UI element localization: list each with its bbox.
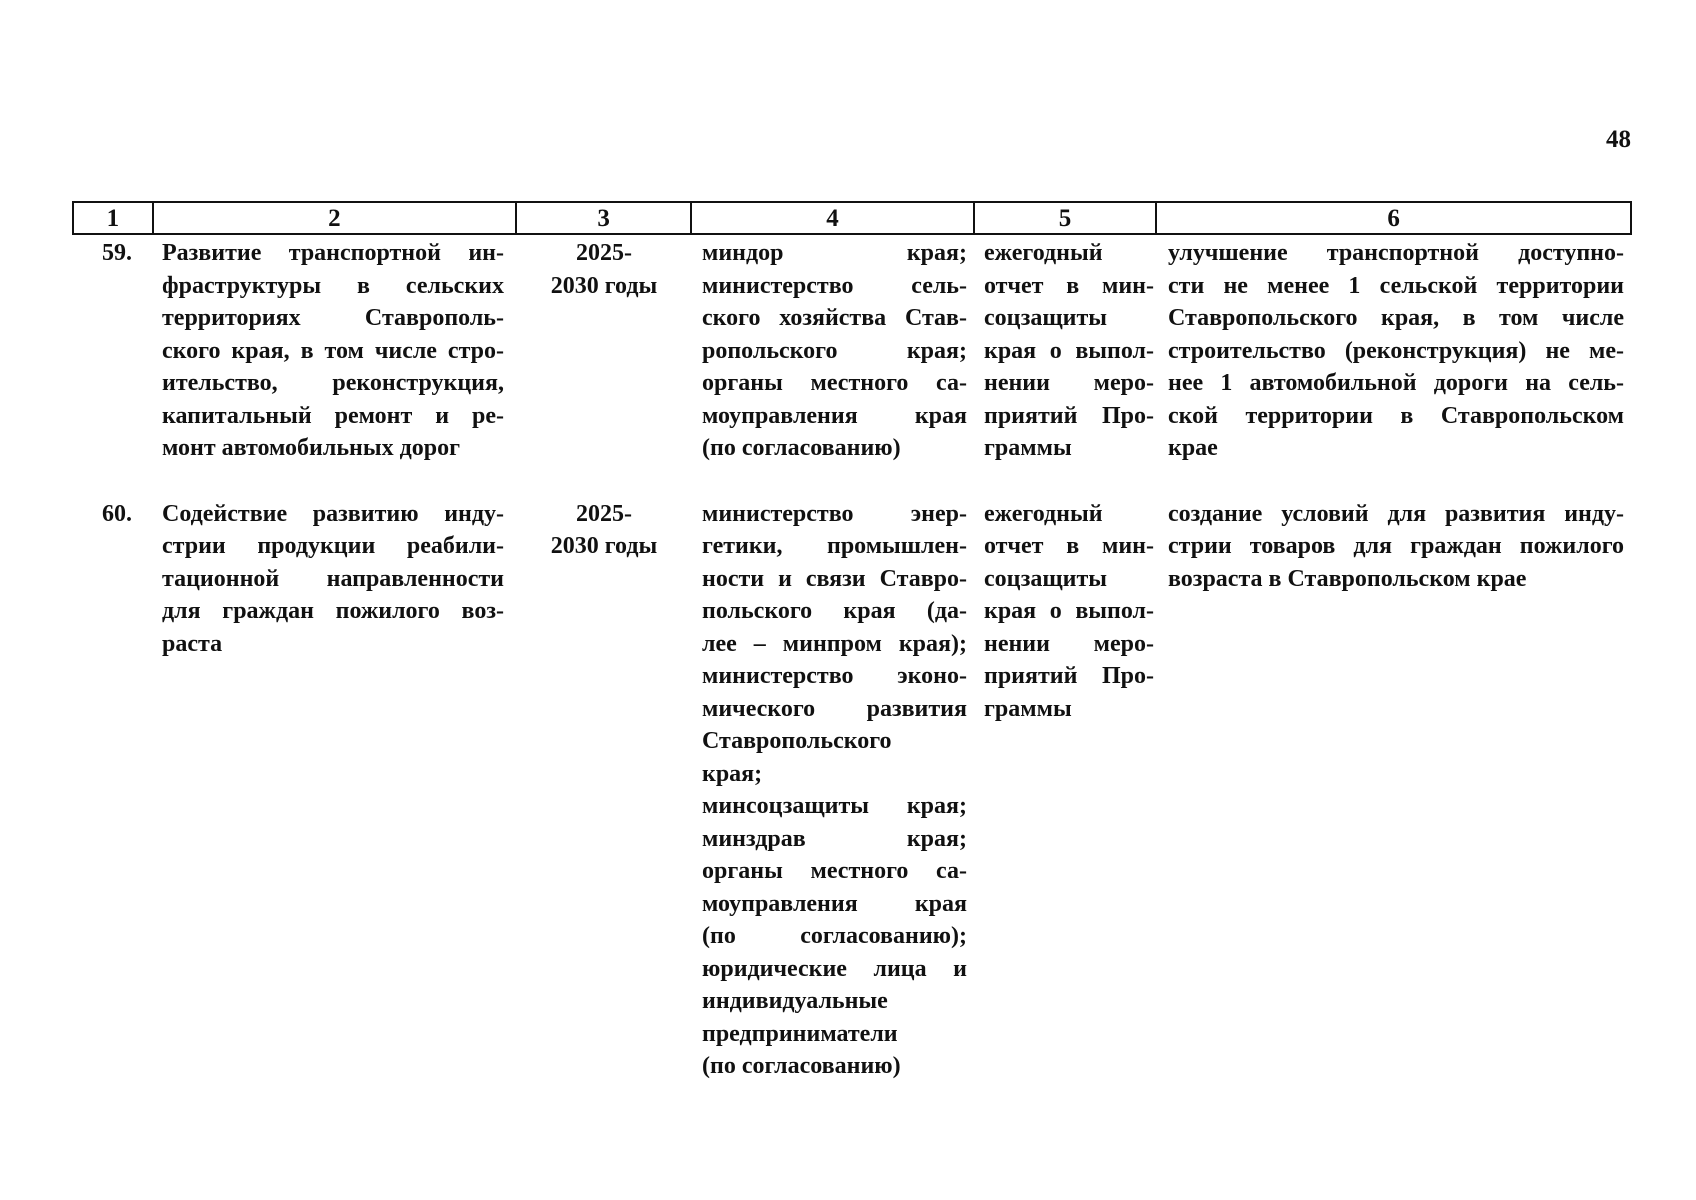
cell-line: (по согласованию) xyxy=(702,435,901,461)
cell-line: Содействие развитию инду- xyxy=(162,500,504,527)
cell-line: ности и связи Ставро- xyxy=(702,565,967,592)
cell-line: ского хозяйства Став- xyxy=(702,305,967,331)
executors-cell xyxy=(692,237,975,465)
result-cell xyxy=(1158,498,1632,1083)
column-header-6: 6 xyxy=(1387,205,1400,232)
column-header-4: 4 xyxy=(692,203,974,233)
cell-line: 2030 годы xyxy=(550,533,658,559)
column-header-2: 2 xyxy=(154,203,517,233)
cell-line: мического развития xyxy=(702,695,967,722)
cell-line: стрии продукции реабили- xyxy=(162,533,504,559)
cell-line: миндор края; xyxy=(702,240,967,266)
period-cell xyxy=(516,498,692,1083)
result-cell xyxy=(1158,237,1632,465)
cell-line: 2030 годы xyxy=(550,272,658,299)
cell-line: возраста в Ставропольском крае xyxy=(1168,565,1527,592)
reporting-cell xyxy=(975,237,1158,465)
cell-line: сти не менее 1 сельской территории xyxy=(1168,272,1624,299)
cell-line: соцзащиты xyxy=(984,565,1108,592)
cell-line: соцзащиты xyxy=(984,305,1108,331)
activity-cell xyxy=(152,237,516,465)
cell-line: ежегодный xyxy=(984,500,1103,527)
table-header-row xyxy=(72,201,1632,235)
cell-line: строительство (реконструкция) не ме- xyxy=(1168,337,1624,364)
cell-line: территориях Ставрополь- xyxy=(162,305,504,331)
cell-line: органы местного са- xyxy=(702,370,967,396)
cell-line: ской территории в Ставропольском xyxy=(1168,402,1624,429)
cell-line: тационной направленности xyxy=(162,565,504,592)
cell-line: моуправления края xyxy=(702,890,967,917)
cell-line: юридические лица и xyxy=(702,955,967,982)
executors-cell xyxy=(692,498,975,1083)
cell-line: граммы xyxy=(984,695,1072,722)
cell-line: приятий Про- xyxy=(984,402,1154,429)
cell-line: края о выпол- xyxy=(984,337,1154,364)
cell-line: отчет в мин- xyxy=(984,272,1154,299)
cell-line: отчет в мин- xyxy=(984,533,1154,559)
period-cell xyxy=(516,237,692,465)
column-header-5: 5 xyxy=(975,203,1158,233)
cell-line: раста xyxy=(162,630,223,657)
cell-line: края; xyxy=(702,760,763,787)
cell-line: гетики, промышлен- xyxy=(702,533,967,559)
cell-line: нении меро- xyxy=(984,630,1154,657)
cell-line: граммы xyxy=(984,435,1072,461)
program-table xyxy=(72,201,1632,1083)
cell-line: польского края (да- xyxy=(702,598,967,624)
cell-line: создание условий для развития инду- xyxy=(1168,500,1624,527)
cell-line: (по согласованию); xyxy=(702,923,967,949)
cell-line: Ставропольского xyxy=(702,728,892,754)
cell-line: моуправления края xyxy=(702,402,967,429)
cell-line: 2025- xyxy=(576,240,632,266)
cell-line: индивидуальные xyxy=(702,988,888,1014)
cell-line: органы местного са- xyxy=(702,858,967,884)
row-number: 59. xyxy=(102,240,132,266)
cell-line: капитальный ремонт и ре- xyxy=(162,402,504,429)
cell-line: министерство эконо- xyxy=(702,663,967,689)
cell-line: минздрав края; xyxy=(702,825,967,852)
table-row xyxy=(72,237,1632,465)
column-header-3: 3 xyxy=(517,203,693,233)
cell-line: лее – минпром края); xyxy=(702,630,967,657)
cell-line: края о выпол- xyxy=(984,598,1154,624)
cell-line: улучшение транспортной доступно- xyxy=(1168,240,1624,266)
table-row xyxy=(72,498,1632,1083)
cell-line: ежегодный xyxy=(984,240,1103,266)
cell-line: ропольского края; xyxy=(702,337,967,364)
cell-line: минсоцзащиты края; xyxy=(702,793,967,819)
activity-cell xyxy=(152,498,516,1083)
cell-line: фраструктуры в сельских xyxy=(162,272,504,299)
cell-line: ительство, реконструкция, xyxy=(162,370,504,396)
cell-line: (по согласованию) xyxy=(702,1053,901,1079)
cell-line: министерство энер- xyxy=(702,500,967,527)
row-number: 60. xyxy=(102,500,132,527)
cell-line: крае xyxy=(1168,435,1218,461)
cell-line: 2025- xyxy=(576,500,632,527)
cell-line: Ставропольского края, в том числе xyxy=(1168,305,1624,331)
cell-line: нении меро- xyxy=(984,370,1154,396)
reporting-cell xyxy=(975,498,1158,1083)
page-number: 48 xyxy=(1606,126,1631,153)
cell-line: Развитие транспортной ин- xyxy=(162,240,504,266)
cell-line: министерство сель- xyxy=(702,272,967,299)
cell-line: для граждан пожилого воз- xyxy=(162,598,504,624)
column-header-1: 1 xyxy=(74,203,154,233)
cell-line: нее 1 автомобильной дороги на сель- xyxy=(1168,370,1624,396)
cell-line: стрии товаров для граждан пожилого xyxy=(1168,533,1624,559)
cell-line: приятий Про- xyxy=(984,663,1154,689)
cell-line: монт автомобильных дорог xyxy=(162,435,460,461)
cell-line: ского края, в том числе стро- xyxy=(162,337,504,364)
cell-line: предприниматели xyxy=(702,1020,898,1047)
